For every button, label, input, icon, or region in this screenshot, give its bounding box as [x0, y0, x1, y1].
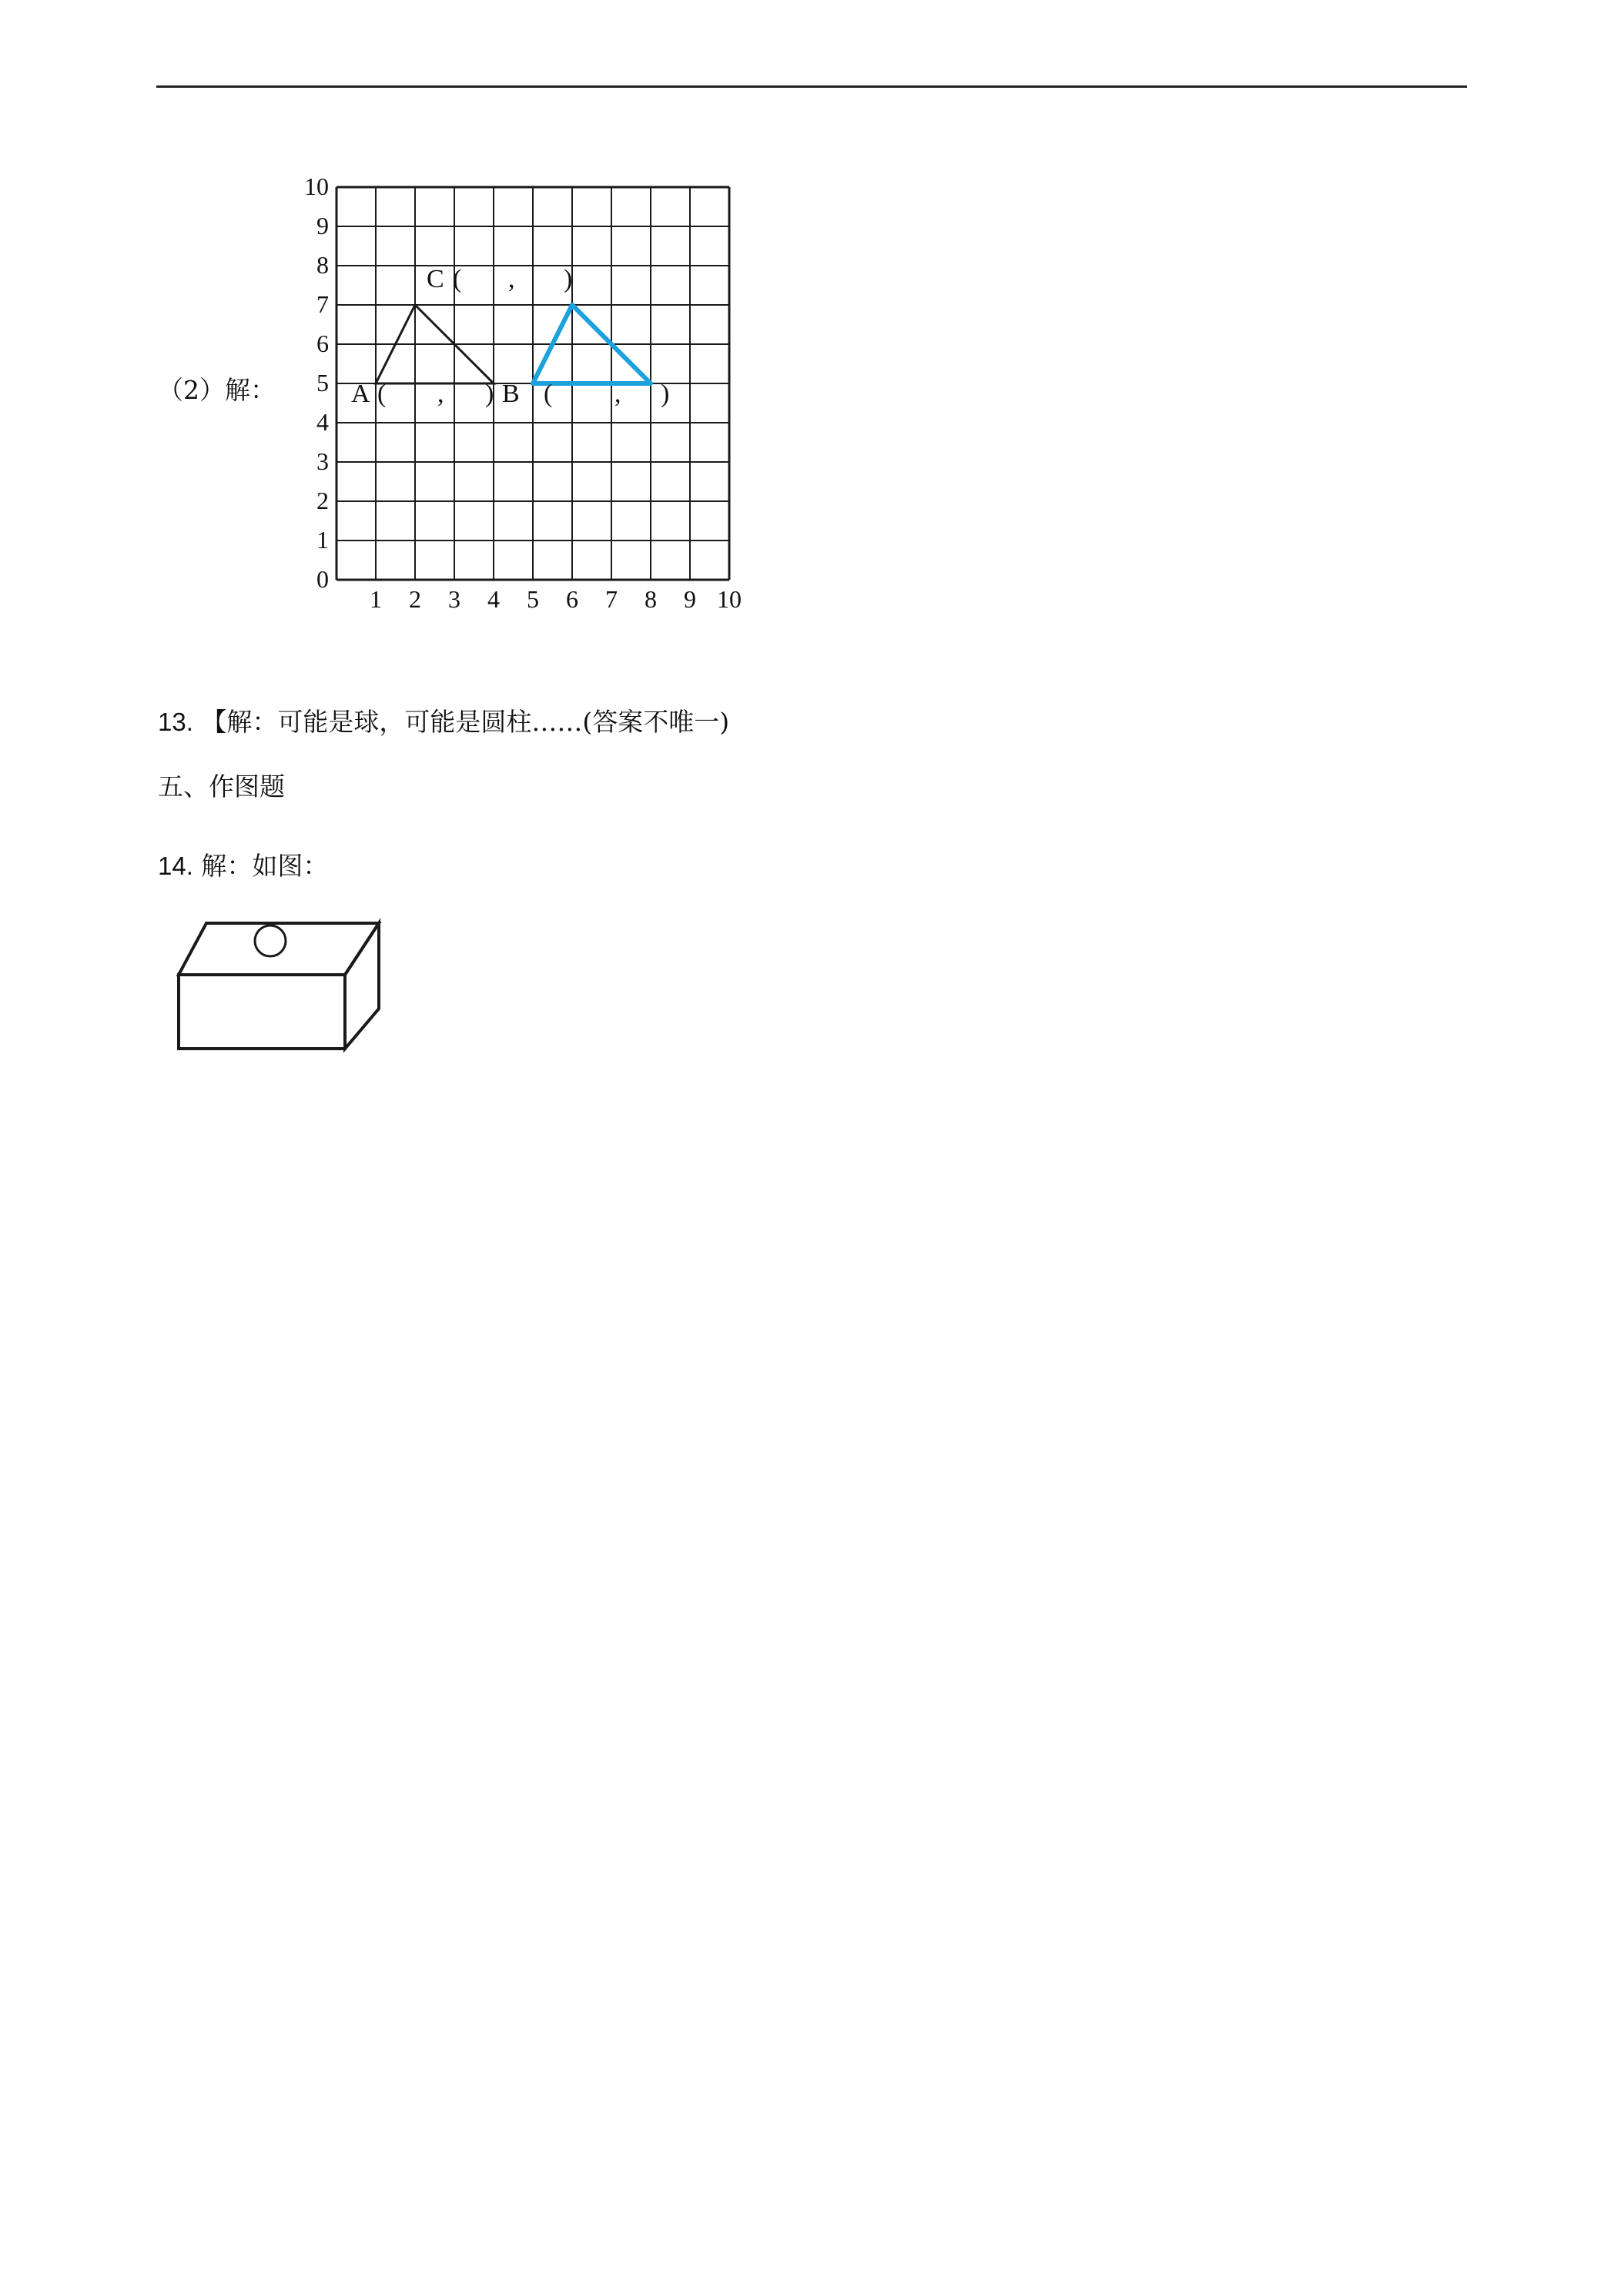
point-a-label: A	[351, 380, 370, 408]
x-tick-label: 10	[717, 585, 742, 613]
x-tick-label: 4	[487, 585, 500, 613]
point-c-label: C	[427, 265, 444, 293]
q13-number: 13.	[158, 708, 193, 736]
y-tick-label: 8	[316, 251, 329, 279]
point-b-comma: ,	[614, 380, 621, 408]
point-b-paren-close: )	[661, 380, 670, 408]
point-b-label: B	[502, 380, 520, 408]
y-tick-label: 5	[316, 369, 329, 397]
y-tick-label: 10	[304, 172, 329, 200]
y-tick-labels	[304, 172, 329, 593]
q14-line	[158, 851, 328, 882]
q14-number: 14.	[158, 852, 193, 880]
y-tick-label: 4	[316, 408, 329, 436]
header-rule	[156, 85, 1467, 88]
point-a-paren-close: )	[485, 380, 494, 408]
y-tick-label: 6	[316, 330, 329, 357]
point-a-comma: ,	[437, 380, 444, 408]
y-tick-label: 7	[316, 290, 329, 318]
cuboid-with-circle-figure	[158, 897, 389, 1066]
x-tick-labels	[370, 585, 742, 613]
q13-text: 【解：可能是球，可能是圆柱……(答案不唯一)	[201, 707, 730, 737]
q14-text: 解：如图：	[201, 851, 329, 881]
point-a-paren-open: (	[377, 380, 387, 408]
point-c-paren-open: (	[453, 265, 462, 293]
y-tick-label: 3	[316, 447, 329, 475]
y-tick-label: 0	[316, 565, 329, 593]
top-circle	[255, 925, 286, 956]
cuboid-front-face	[179, 975, 345, 1049]
x-tick-label: 7	[605, 585, 618, 613]
x-tick-label: 8	[645, 585, 657, 613]
y-tick-label: 2	[316, 487, 329, 514]
x-tick-label: 5	[527, 585, 539, 613]
x-tick-label: 1	[370, 585, 382, 613]
part2-label: （2）解：	[158, 375, 276, 405]
x-tick-label: 6	[566, 585, 578, 613]
q13-line	[158, 707, 729, 738]
x-tick-label: 9	[684, 585, 696, 613]
coordinate-grid-figure	[293, 162, 755, 624]
x-tick-label: 2	[409, 585, 421, 613]
point-c-comma: ,	[508, 265, 515, 293]
cuboid-side-face	[345, 923, 379, 1049]
section5-title: 五、作图题	[158, 771, 285, 802]
point-b-paren-open: (	[544, 380, 553, 408]
y-tick-label: 1	[316, 526, 329, 554]
point-c-paren-close: )	[564, 265, 573, 293]
y-tick-label: 9	[316, 212, 329, 239]
x-tick-label: 3	[448, 585, 460, 613]
